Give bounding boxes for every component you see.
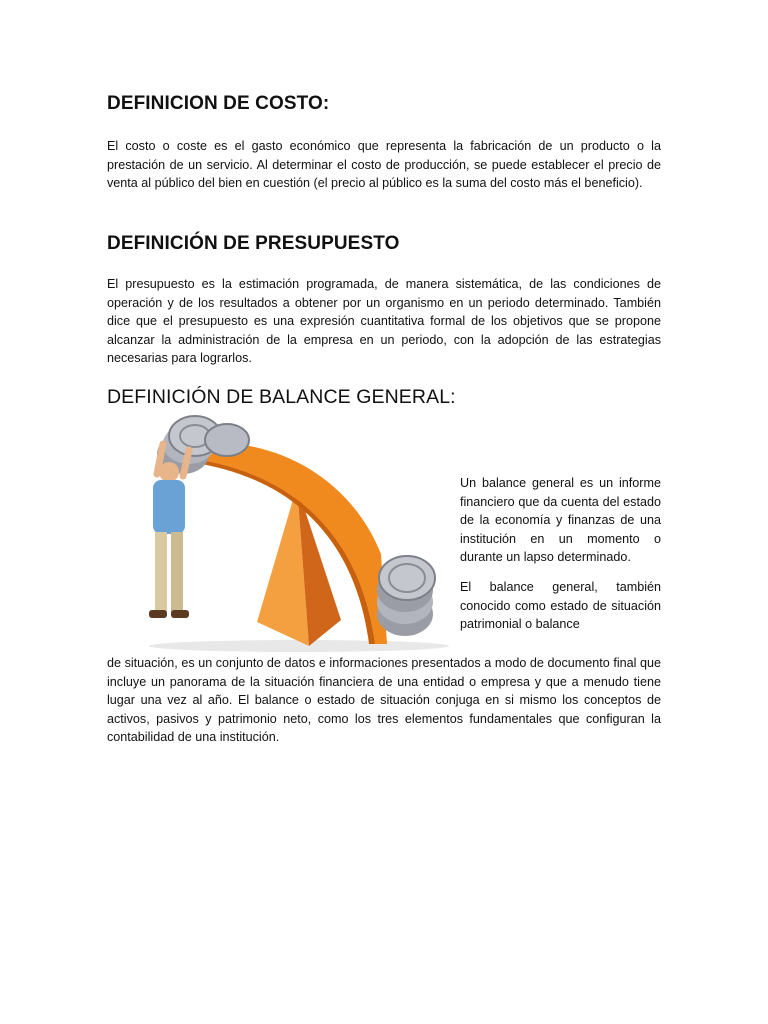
paragraph-balance-2: El balance general, también conocido como estado de situación patrimonial o balance [460,579,661,632]
heading-balance-general: DEFINICIÓN DE BALANCE GENERAL: [107,386,456,408]
coin-stack-right [377,556,435,636]
balance-side-text [460,474,661,645]
paragraph-balance-1: Un balance general es un informe financiero que da cuenta del estado de la economía y finanzas de una institución en un momento o durante un lapso determinado. [460,476,661,565]
ground-shadow [149,640,449,652]
balance-scale-coins-illustration [119,414,459,654]
heading-presupuesto: DEFINICIÓN DE PRESUPUESTO [107,233,400,254]
man-figure [149,444,189,618]
paragraph-presupuesto: El presupuesto es la estimación programada, de manera sistemática, de las condiciones de operación y de los resultados a obtener por un organismo en un periodo determinado. También dice que el presupuesto es una expresión cuantitativa formal de los objetivos que se propone alcanzar la administración de la empresa en un periodo, con la adopción de las estrategias necesarias para lograrlos. [107,277,661,366]
heading-costo: DEFINICION DE COSTO: [107,93,330,114]
paragraph-costo: El costo o coste es el gasto económico que representa la fabricación de un producto o la prestación de un servicio. Al determinar el costo de producción, se puede establecer el precio de venta al público del bien en cuestión (el precio al público es la suma del costo más el beneficio). [107,139,661,191]
paragraph-balance-continuation: de situación, es un conjunto de datos e informaciones presentados a modo de documento final que incluye un panorama de la situación financiera de una entidad o empresa y que a menudo tiene lugar una vez al año. El balance o estado de situación conjuga en si mismo los conceptos de activos, pasivos y patrimonio neto, como los tres elementos fundamentales que configuran la contabilidad de una institución. [107,656,661,745]
